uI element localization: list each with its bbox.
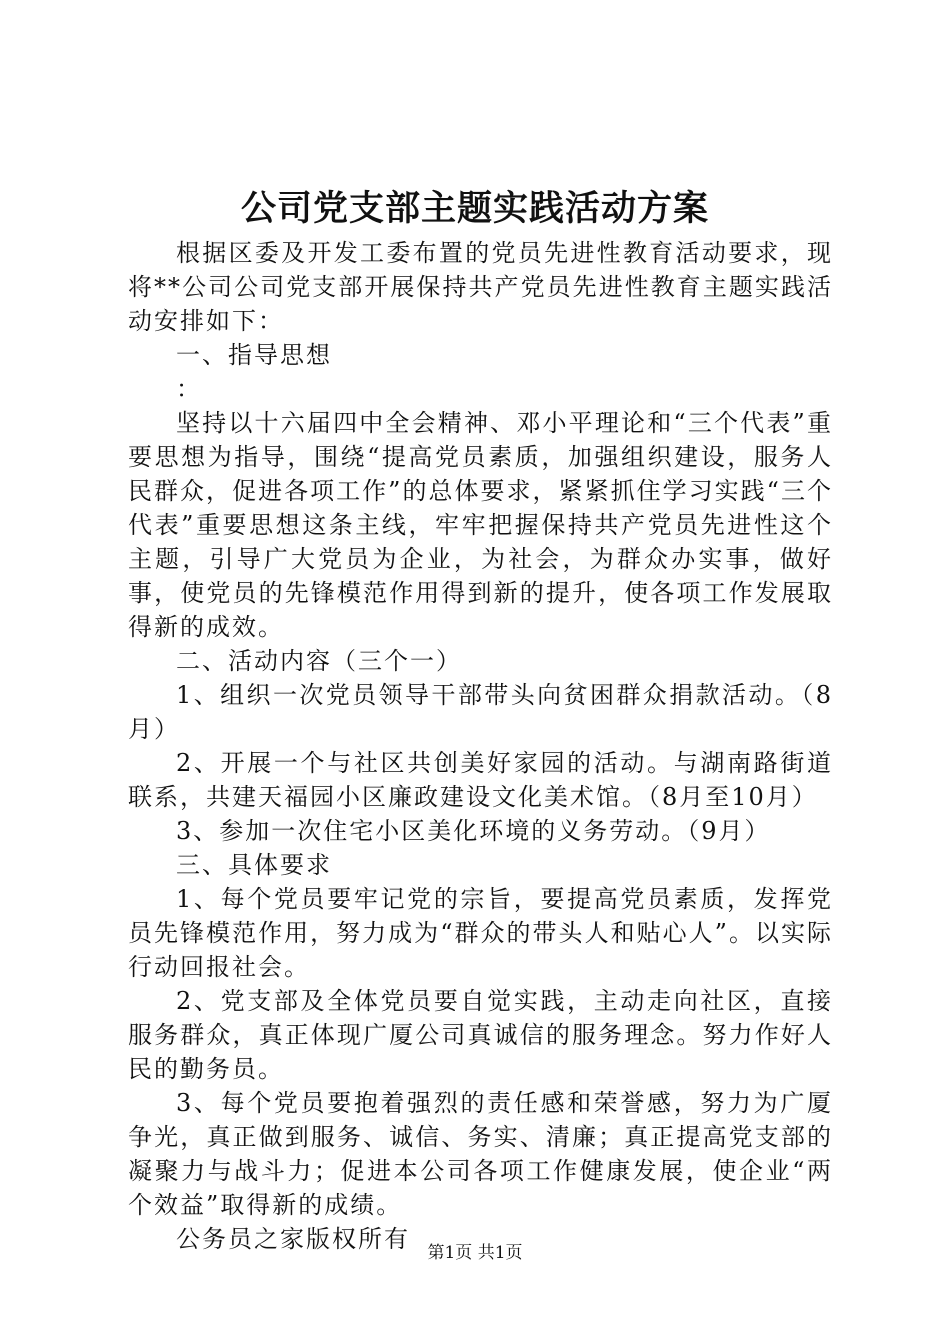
- section-heading-requirements: 三、具体要求: [176, 851, 332, 879]
- section-heading-activity-content: 二、活动内容（三个一）: [176, 647, 462, 675]
- requirement-item-1: 1、每个党员要牢记党的宗旨，要提高党员素质，发挥党员先锋模范作用，努力成为“群众的带头人和贴心人”。以实际行动回报社会。: [128, 885, 833, 981]
- page-footer: 第1页 共1页: [427, 1243, 523, 1263]
- document-title: 公司党支部主题实践活动方案: [240, 188, 709, 229]
- stray-colon: ：: [176, 375, 202, 403]
- requirement-item-3: 3、每个党员要抱着强烈的责任感和荣誉感，努力为广厦争光，真正做到服务、诚信、务实、清廉；真正提高党支部的凝聚力与战斗力；促进本公司各项工作健康发展，使企业“两个效益”取得新的成绩。: [128, 1089, 833, 1219]
- activity-item-3: 3、参加一次住宅小区美化环境的义务劳动。（9月）: [176, 817, 771, 845]
- activity-item-1: 1、组织一次党员领导干部带头向贫困群众捐款活动。（8月）: [128, 681, 833, 743]
- requirement-item-2: 2、党支部及全体党员要自觉实践，主动走向社区，直接服务群众，真正体现广厦公司真诚信的服务理念。努力作好人民的勤务员。: [128, 987, 833, 1083]
- activity-item-2: 2、开展一个与社区共创美好家园的活动。与湖南路街道联系，共建天福园小区廉政建设文化美术馆。（8月至10月）: [128, 749, 833, 811]
- paragraph-intro: 根据区委及开发工委布置的党员先进性教育活动要求，现将**公司公司党支部开展保持共产党员先进性教育主题实践活动安排如下：: [128, 239, 833, 335]
- copyright-line: 公务员之家版权所有: [176, 1225, 410, 1253]
- document-body: [128, 236, 833, 1256]
- section-heading-guiding-ideology: 一、指导思想: [176, 341, 332, 369]
- paragraph-guiding-ideology: 坚持以十六届四中全会精神、邓小平理论和“三个代表”重要思想为指导，围绕“提高党员素质，加强组织建设，服务人民群众，促进各项工作”的总体要求，紧紧抓住学习实践“三个代表”重要思想这条主线，牢牢把握保持共产党员先进性这个主题，引导广大党员为企业，为社会，为群众办实事，做好事，使党员的先锋模范作用得到新的提升，使各项工作发展取得新的成效。: [128, 409, 833, 641]
